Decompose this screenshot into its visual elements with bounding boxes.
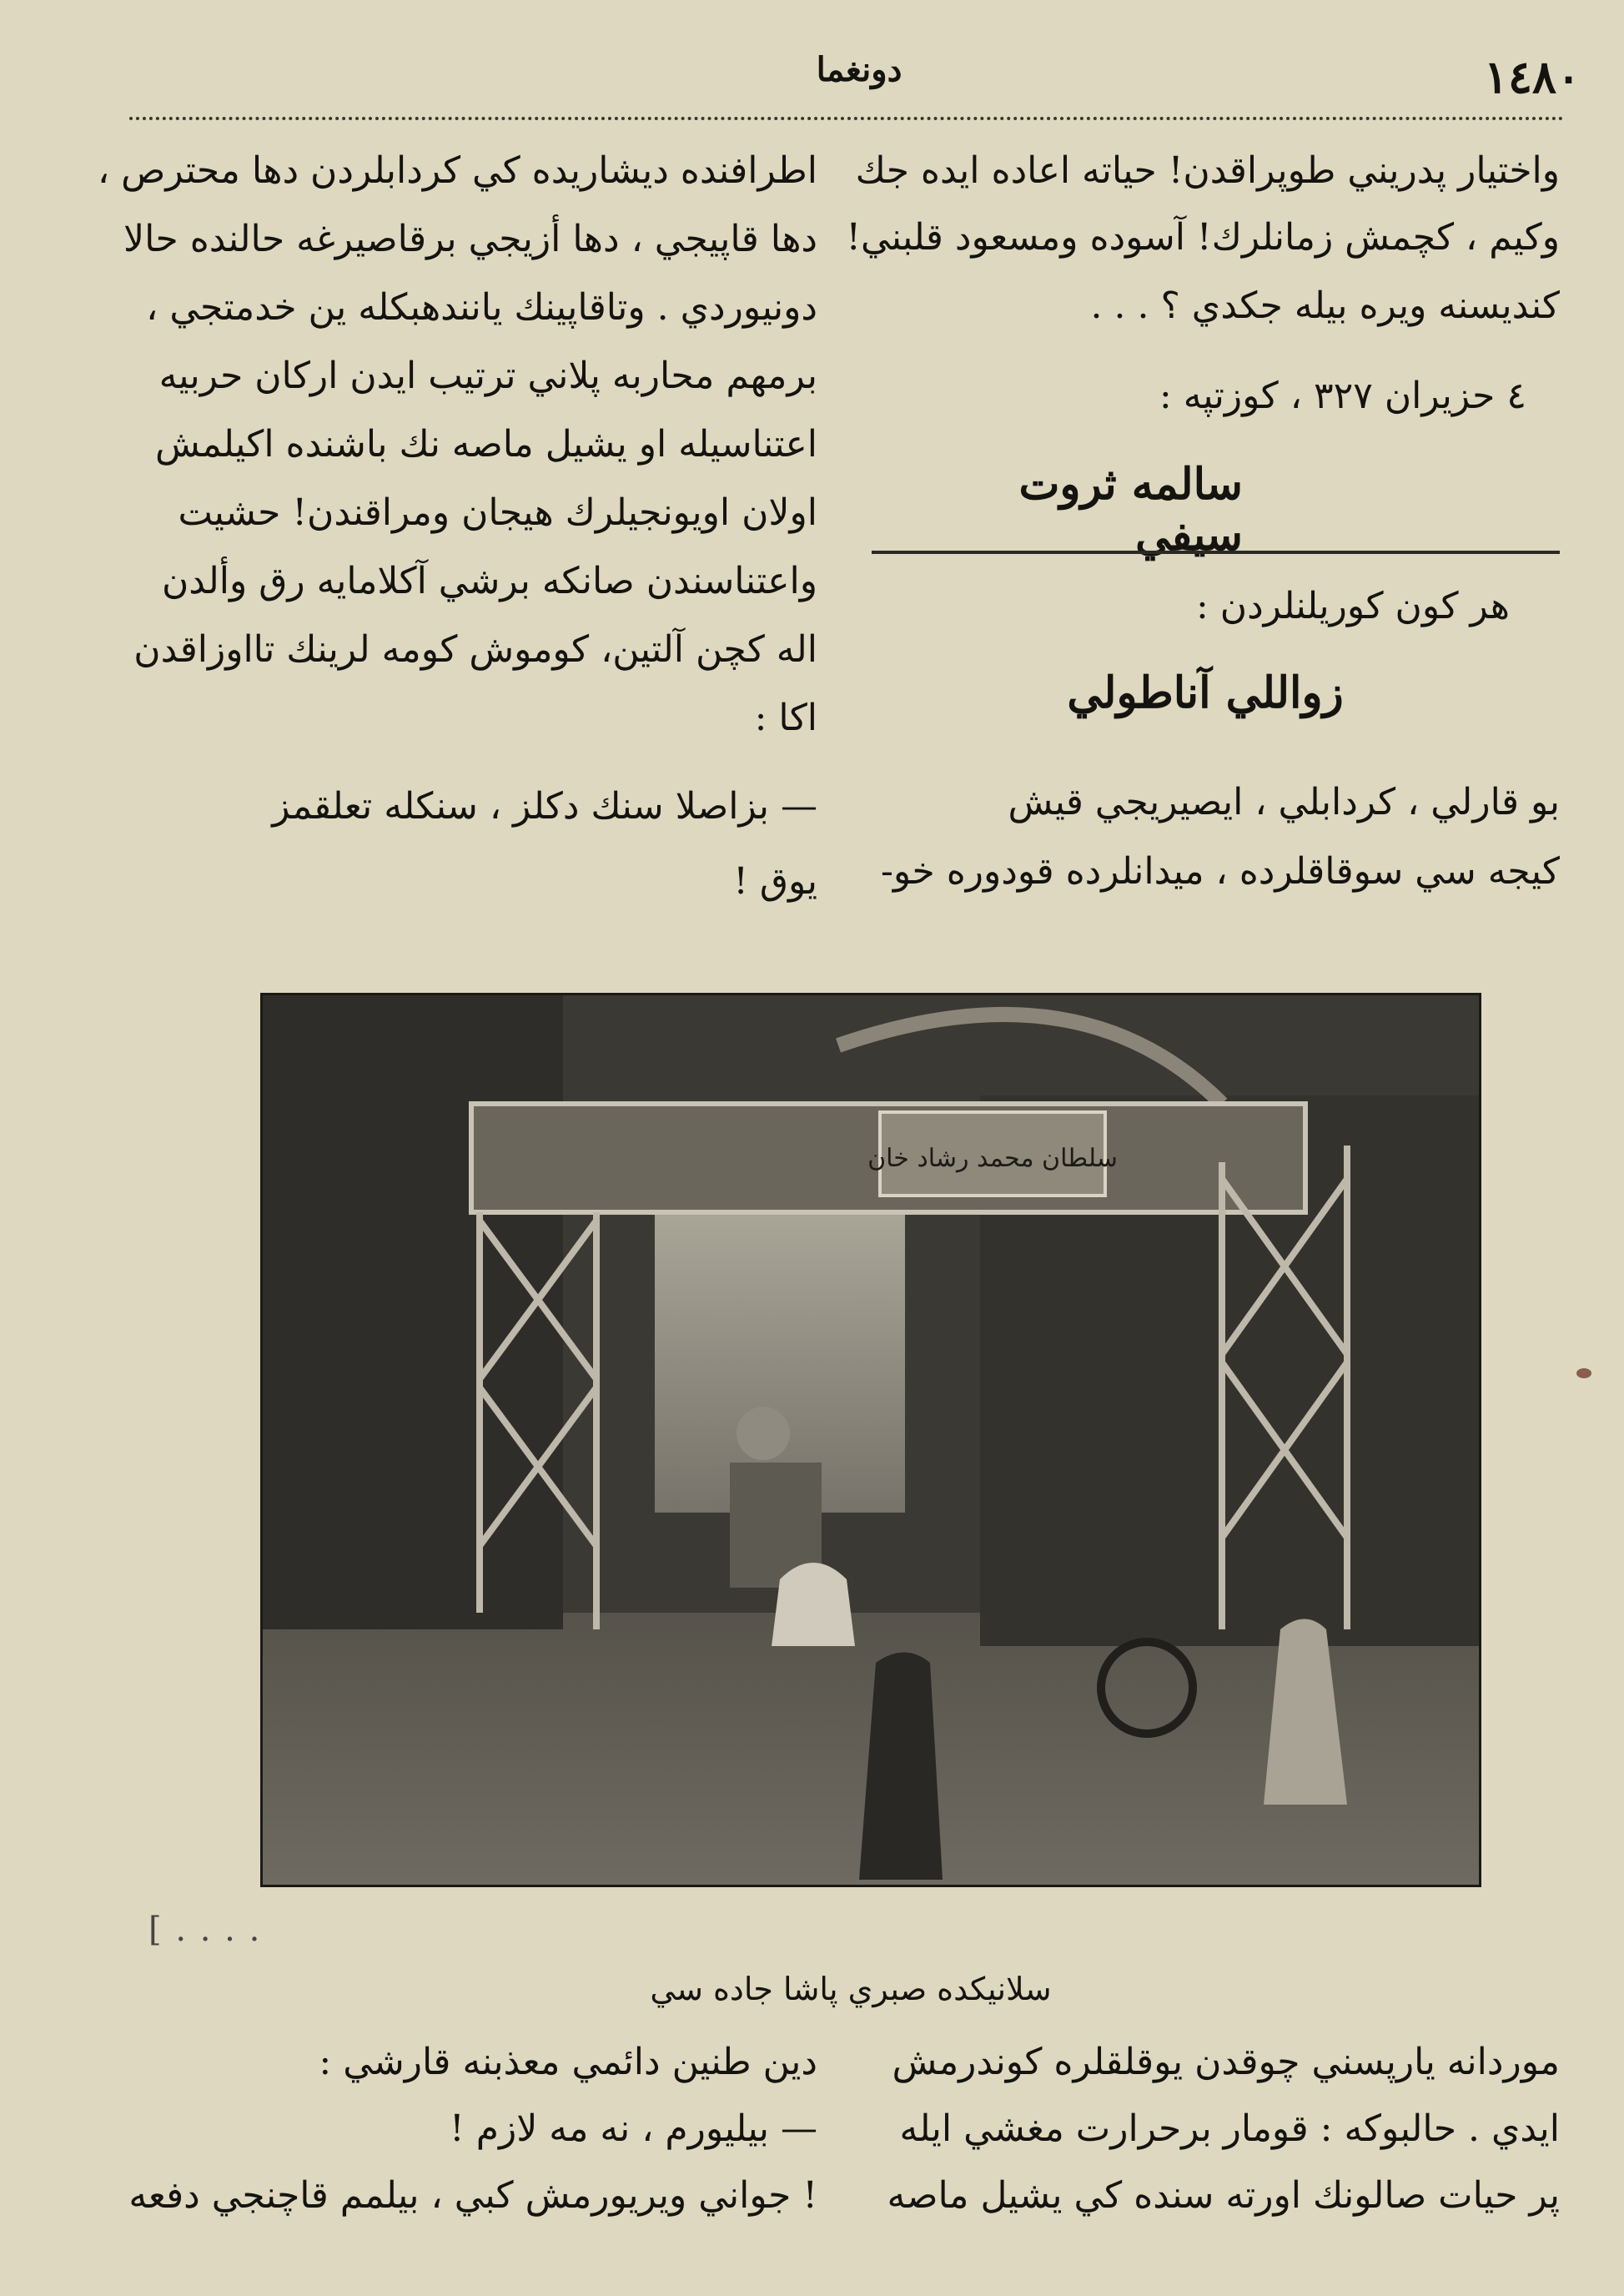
right-line-3: كنديسنه ويره بيله جكدي ؟ . . . xyxy=(1090,284,1560,327)
dialogue-line-2: يوق ! xyxy=(733,860,817,903)
bottom-left-line-3: ! جواني ويريورمش كبي ، بيلمم قاچنجي دفعه xyxy=(128,2174,817,2217)
date-line: ٤ حزيران ٣٢٧ ، كوزتپه : xyxy=(1159,375,1526,417)
left-line-2: دها قاپيجي ، دها أزيجي برقاصيرغه حالنده حالا xyxy=(123,218,817,260)
page-number: ١٤٨٠ xyxy=(1483,50,1581,103)
author-signature: سالمه ثروت سيفي xyxy=(1018,459,1243,561)
story-line-2: كيجه سي سوقاقلرده ، ميدانلرده قودوره خو- xyxy=(880,850,1560,893)
bottom-right-line-3: پر حيات صالونك اورته سنده كي يشيل ماصه xyxy=(887,2174,1560,2217)
left-line-9: اكا : xyxy=(754,697,817,739)
street-photograph xyxy=(260,993,1481,1887)
arch-inscription: سلطان محمد رشاد خان xyxy=(867,1144,1118,1173)
left-line-4: برمهم محاربه پلاني ترتيب ايدن اركان حربيه xyxy=(158,355,817,397)
margin-mark: [ . . . . xyxy=(148,1911,262,1949)
section-divider xyxy=(872,551,1560,554)
right-line-1: واختيار پدريني طوپراقدن! حياته اعاده ايده جك xyxy=(855,149,1560,192)
photo-caption: سلانيكده صبري پاشا جاده سي xyxy=(650,1971,1052,2007)
dialogue-line-1: — بزاصلا سنك دكلز ، سنكله تعلقمز xyxy=(272,785,817,828)
bottom-right-line-1: موردانه يارپسني چوقدن يوقلقلره كوندرمش xyxy=(892,2041,1560,2083)
bottom-right-line-2: ايدي . حالبوكه : قومار برحرارت مغشي ايله xyxy=(899,2107,1560,2150)
left-line-8: اله كچن آلتين، كوموش كومه لرينك تااوزاقدن xyxy=(133,628,817,671)
left-line-3: دونيوردي . وتاقاپينك يانندهبكله ين خدمتجي ، xyxy=(146,286,817,329)
paper-speck xyxy=(1576,1368,1591,1378)
left-line-6: اولان اويونجيلرك هيجان ومراقندن! حشيت xyxy=(178,491,817,534)
left-buildings xyxy=(263,995,563,1629)
story-title: زواللي آناطولي xyxy=(1067,667,1344,718)
left-line-7: واعتناسندن صانكه برشي آكلامايه رق وألدن xyxy=(161,560,817,602)
left-line-5: اعتناسيله او يشيل ماصه نك باشنده اكيلمش xyxy=(155,423,817,466)
left-line-1: اطرافنده ديشاريده كي كردابلردن دها محترص ، xyxy=(97,149,817,192)
header-divider xyxy=(129,117,1564,120)
story-line-1: بو قارلي ، كردابلي ، ايصيريجي قيش xyxy=(1008,781,1560,823)
bottom-left-line-1: دين طنين دائمي معذبنه قارشي : xyxy=(319,2041,817,2083)
right-line-2: وكيم ، كچمش زمانلرك! آسوده ومسعود قلبني! xyxy=(846,216,1560,259)
running-title: دونغما xyxy=(816,50,903,89)
story-intro: هر كون كوريلنلردن : xyxy=(1195,585,1510,627)
bottom-left-line-2: — بيليورم ، نه مه لازم ! xyxy=(450,2107,817,2150)
